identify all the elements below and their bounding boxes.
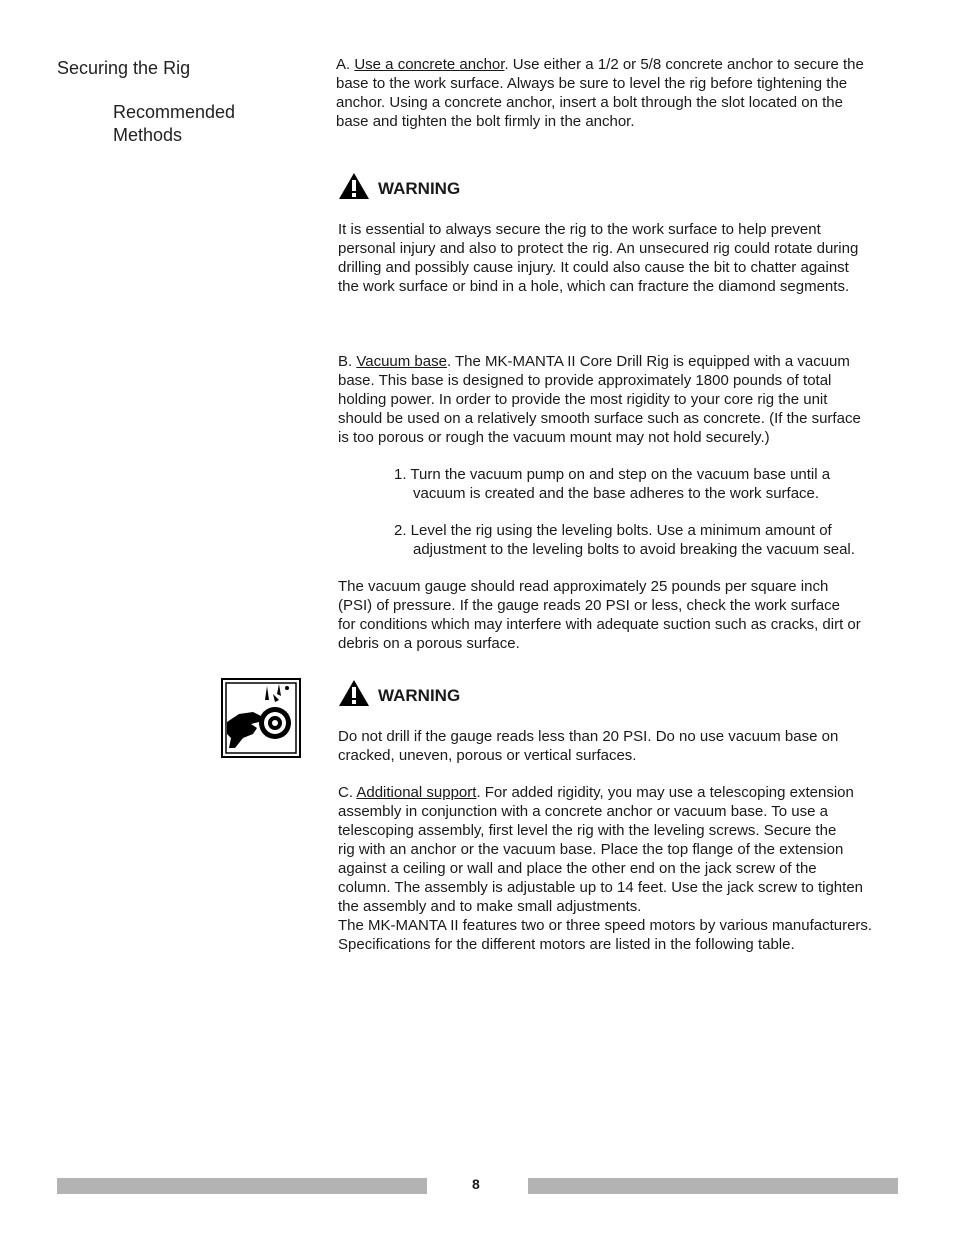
warning-2-text <box>338 727 918 765</box>
section-c-line-7: the assembly and to make small adjustments. <box>338 898 642 915</box>
page-number: 8 <box>472 1176 480 1192</box>
section-a-link: Use a concrete anchor <box>354 56 505 73</box>
section-a-paragraph <box>336 55 916 131</box>
warning-2-line-1: Do not drill if the gauge reads less than 20 PSI. Do no use vacuum base on <box>338 728 839 745</box>
warning-1-line-3: drilling and possibly cause injury. It could also cause the bit to chatter against <box>338 259 849 276</box>
gauge-paragraph <box>338 577 918 653</box>
section-c-line-3: telescoping assembly, first level the rig with the leveling screws. Secure the <box>338 822 837 839</box>
warning-1-line-1: It is essential to always secure the rig to the work surface to help prevent <box>338 221 821 238</box>
section-a-line-2: base to the work surface. Always be sure to level the rig before tightening the <box>336 75 848 92</box>
gauge-line-4: debris on a porous surface. <box>338 635 520 652</box>
section-b-line-3: holding power. In order to provide the most rigidity to your core rig the unit <box>338 391 828 408</box>
warning-triangle-icon <box>338 172 370 205</box>
warning-2-line-2: cracked, uneven, porous or vertical surfaces. <box>338 747 637 764</box>
section-a-line-1: . Use either a 1/2 or 5/8 concrete anchor to secure the <box>504 56 864 73</box>
section-a-line-3: anchor. Using a concrete anchor, insert a bolt through the slot located on the <box>336 94 843 111</box>
step-2-line-1: 2. Level the rig using the leveling bolts. Use a minimum amount of <box>394 522 832 539</box>
section-b-prefix: B. <box>338 353 357 370</box>
step-2 <box>394 521 894 559</box>
section-c-line-1: . For added rigidity, you may use a telescoping extension <box>476 784 854 801</box>
section-a-line-4: base and tighten the bolt firmly in the anchor. <box>336 113 635 130</box>
section-b-paragraph <box>338 352 918 447</box>
hand-entanglement-hazard-icon <box>221 678 301 758</box>
warning-2-heading <box>338 679 460 712</box>
step-1 <box>394 465 894 503</box>
section-c-line-6: column. The assembly is adjustable up to 14 feet. Use the jack screw to tighten <box>338 879 863 896</box>
section-b-link: Vacuum base <box>356 353 447 370</box>
warning-2-label: WARNING <box>378 685 461 705</box>
section-b-line-4: should be used on a relatively smooth surface such as concrete. (If the surface <box>338 410 861 427</box>
warning-1-label: WARNING <box>378 178 461 198</box>
section-c-line-2: assembly in conjunction with a concrete anchor or vacuum base. To use a <box>338 803 828 820</box>
warning-1-heading <box>338 172 460 205</box>
subsection-title <box>113 101 235 147</box>
gauge-line-2: (PSI) of pressure. If the gauge reads 20 PSI or less, check the work surface <box>338 597 840 614</box>
warning-triangle-icon <box>338 679 370 712</box>
section-c-paragraph <box>338 783 918 954</box>
section-title: Securing the Rig <box>57 58 191 78</box>
section-a-prefix: A. <box>336 56 355 73</box>
section-c-link: Additional support <box>356 784 477 801</box>
section-b-line-1: . The MK-MANTA II Core Drill Rig is equipped with a vacuum <box>446 353 850 370</box>
section-c-line-9: Specifications for the different motors are listed in the following table. <box>338 936 795 953</box>
section-c-prefix: C. <box>338 784 357 801</box>
footer-bar-right <box>528 1178 898 1194</box>
section-b-line-5: is too porous or rough the vacuum mount may not hold securely.) <box>338 429 770 446</box>
gauge-line-3: for conditions which may interfere with adequate suction such as cracks, dirt or <box>338 616 861 633</box>
step-1-line-1: 1. Turn the vacuum pump on and step on the vacuum base until a <box>394 466 831 483</box>
footer-bar-left <box>57 1178 427 1194</box>
step-1-line-2: vacuum is created and the base adheres to the work surface. <box>413 485 820 502</box>
warning-1-line-2: personal injury and also to protect the rig. An unsecured rig could rotate during <box>338 240 859 257</box>
section-b-line-2: base. This base is designed to provide approximately 1800 pounds of total <box>338 372 832 389</box>
subsection-title-line-2: Methods <box>113 125 183 145</box>
step-2-line-2: adjustment to the leveling bolts to avoid breaking the vacuum seal. <box>413 541 855 558</box>
warning-1-line-4: the work surface or bind in a hole, which can fracture the diamond segments. <box>338 278 850 295</box>
gauge-line-1: The vacuum gauge should read approximately 25 pounds per square inch <box>338 578 829 595</box>
section-c-line-5: against a ceiling or wall and place the other end on the jack screw of the <box>338 860 817 877</box>
section-c-line-8: The MK-MANTA II features two or three speed motors by various manufacturers. <box>338 917 873 934</box>
section-c-line-4: rig with an anchor or the vacuum base. Place the top flange of the extension <box>338 841 844 858</box>
subsection-title-line-1: Recommended <box>113 102 236 122</box>
warning-1-text <box>338 220 918 296</box>
